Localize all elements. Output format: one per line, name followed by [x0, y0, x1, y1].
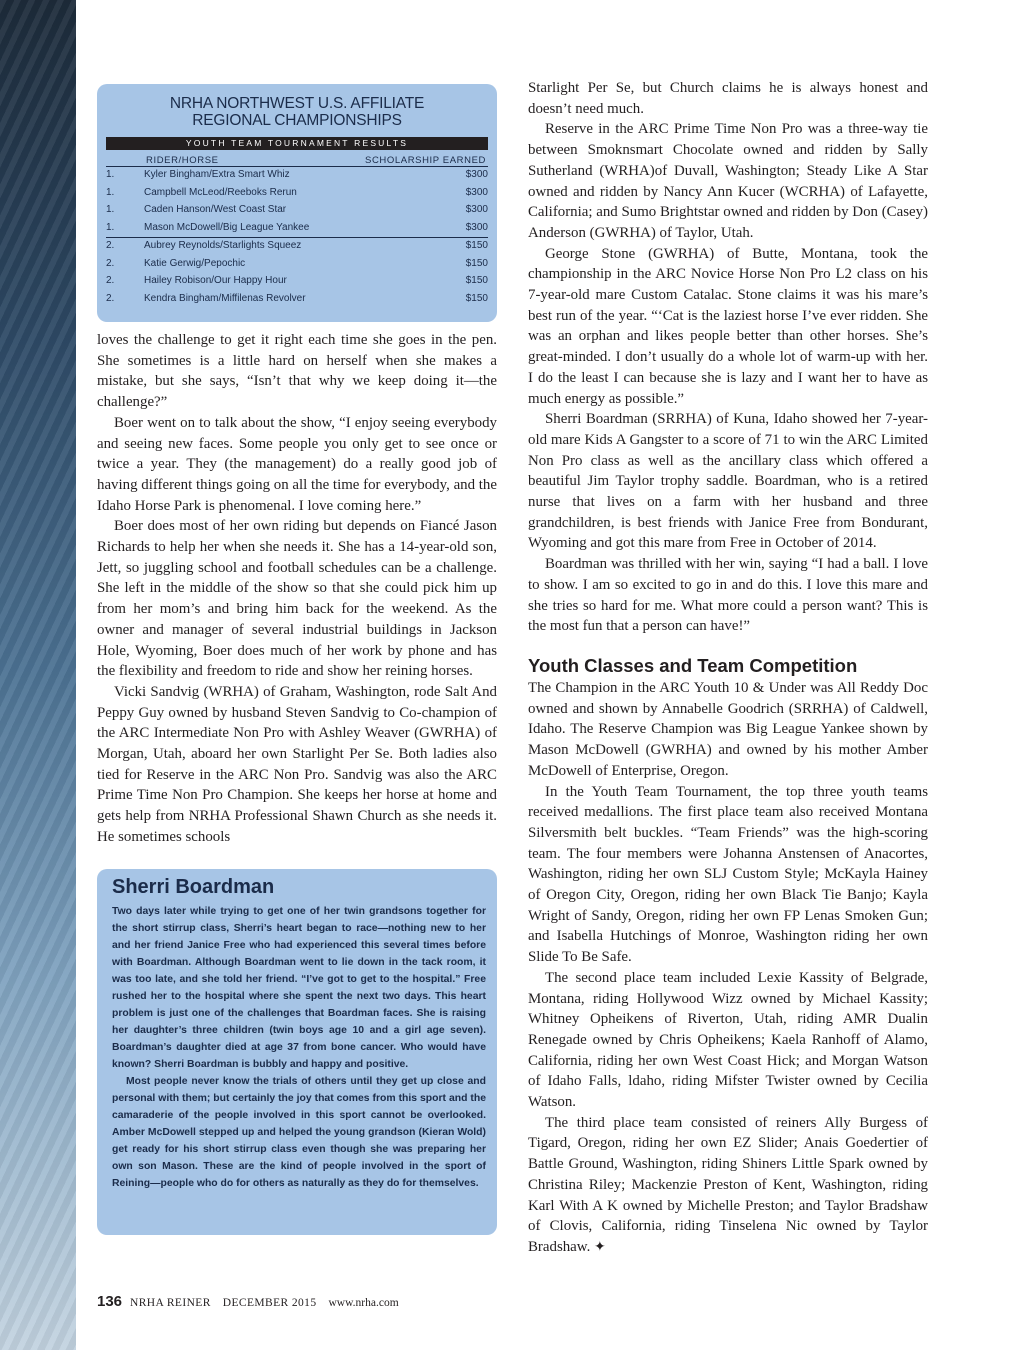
left-article-text — [97, 330, 497, 848]
results-row — [106, 220, 488, 238]
results-amount: $300 — [465, 204, 488, 216]
article-paragraph: Vicki Sandvig (WRHA) of Graham, Washington, rode Salt And Peppy Guy owned by husband Steven Sandvig to Co-champion of the ARC Intermediate Non Pro with Ashley Weaver (GWRHA) of Morgan, Utah, aboard her own Starlight Per Se. Both ladies also tied for Reserve in the ARC Non Pro. Sandvig was also the ARC Prime Time Non Pro Champion. She keeps her horse at home and gets help from NRHA Professional Shawn Church as she needs it. He sometimes schools — [97, 683, 497, 845]
page-number: 136 — [97, 1293, 123, 1310]
results-title-line-1: NRHA NORTHWEST U.S. AFFILIATE — [169, 95, 425, 112]
article-paragraph: Boer does most of her own riding but depends on Fiancé Jason Richards to help her when she needs it. She has a 14-year-old son, Jett, so juggling school and football schedules can be a challenge. She left in the middle of the show so that she could pick him up from her mom’s and bring him back for the weekend. As the owner and manager of several industrial buildings in Jackson Hole, Wyoming, Boer does much of her work by phone and has the flexibility and freedom to ride and show her reining horses. — [97, 518, 497, 680]
results-title — [106, 95, 488, 129]
article-text: The third place team consisted of reiners Ally Burgess of Tigard, Oregon, riding her own EZ Slider; Anais Goedertier of Battle Ground, Washington, riding Shiners Little Spark owned by Christina Riley; Mackenzie Preston of Kent, Washington, riding Karl With A K owned by Michelle Preston; and Taylor Bradshaw of Clovis, California, riding Tinselena Nic owned by Taylor Bradshaw. — [528, 1114, 928, 1255]
section-heading: Youth Classes and Team Competition — [528, 654, 858, 676]
website-link[interactable]: www.nrha.com — [328, 1297, 399, 1309]
results-amount: $150 — [465, 239, 488, 251]
results-title-line-2: REGIONAL CHAMPIONSHIPS — [192, 112, 402, 129]
sidebar-paragraph: Most people never know the trials of others until they get up close and personal with them; but certainly the joy that comes from this sport and the camaraderie of the people involved in this sport cannot be overlooked. Amber McDowell stepped up and helped the young grandson (Kieran Wold) get ready for his short stirrup class even though she was preparing her own son Mason. These are the kind of people involved in the sport of Reining—people who do for others as naturally as they do for themselves. — [112, 1075, 486, 1189]
results-amount: $300 — [465, 186, 488, 198]
results-amount: $150 — [465, 275, 488, 287]
results-rider-horse: Caden Hanson/West Coast Star — [144, 204, 287, 216]
results-place: 1. — [106, 169, 115, 180]
results-rider-horse: Katie Gerwig/Pepochic — [144, 257, 246, 269]
left-column — [97, 84, 497, 1235]
results-place: 2. — [106, 292, 115, 304]
sidebar-title: Sherri Boardman — [112, 875, 275, 898]
end-mark-icon: ✦ — [594, 1239, 606, 1255]
results-header-scholarship: SCHOLARSHIP EARNED — [365, 155, 486, 166]
article-paragraph: The second place team included Lexie Kassity of Belgrade, Montana, riding Hollywood Wizz owned by Michael Kassity; Whitney Opheikens of Riverton, Utah, riding AMR Dualin Renegade owned by Chris Opheikens; Kaela Ranhoff of Alamo, California, riding her own West Coast Hick; and Morgan Watson of Idaho Falls, ldaho, riding Mifster Twister owned by Cecilia Watson. — [528, 969, 928, 1111]
decorative-side-strip — [0, 0, 76, 1350]
results-rows — [106, 167, 488, 309]
results-place: 1. — [106, 222, 115, 234]
results-row — [106, 167, 488, 185]
results-rider-horse: Kyler Bingham/Extra Smart Whiz — [144, 169, 290, 180]
results-row — [106, 202, 488, 220]
results-header-rider: RIDER/HORSE — [146, 155, 219, 166]
right-column — [528, 78, 928, 1259]
results-row — [106, 273, 488, 291]
article-paragraph: Sherri Boardman (SRRHA) of Kuna, Idaho showed her 7-year-old mare Kids A Gangster to a score of 71 to win the ARC Limited Non Pro class as well as the ancillary class which offered a beautiful Jim Taylor trophy saddle. Boardman, who is a retired nurse that lives on a farm with her husband and three grandchildren, is best friends with Janice Free from Bondurant, Wyoming and got this mare from Free in October of 2014. — [528, 411, 928, 552]
results-place: 1. — [106, 204, 115, 216]
results-box — [97, 84, 497, 322]
results-place: 2. — [106, 275, 115, 287]
results-subtitle-bar: YOUTH TEAM TOURNAMENT RESULTS — [106, 137, 488, 150]
sherri-boardman-sidebar — [97, 869, 497, 1235]
results-row — [106, 238, 488, 256]
results-rider-horse: Mason McDowell/Big League Yankee — [144, 222, 310, 234]
results-row — [106, 291, 488, 309]
article-paragraph: Boardman was thrilled with her win, saying “I had a ball. I love to show. I am so excited to go in and do this. I love this mare and she tries so hard for me. What more could a person want? This is the most fun that a person can have!” — [528, 556, 928, 635]
results-rider-horse: Kendra Bingham/Miffilenas Revolver — [144, 292, 306, 304]
results-row — [106, 256, 488, 274]
results-rider-horse: Aubrey Reynolds/Starlights Squeez — [144, 239, 302, 251]
sidebar-paragraph: Two days later while trying to get one of her twin grandsons together for the short stirrup class, Sherri’s heart began to race—nothing new to her and her friend Janice Free who had experienced this several times before with Boardman. Although Boardman went to lie down in the tack room, it was too late, and she told her friend. “I’ve got to get to the hospital.” Free rushed her to the hospital where she spent the next two days. This heart problem is just one of the challenges that Boardman faces. She is raising her daughter’s three children (twin boys age 10 and a girl age seven). Boardman’s daughter died at age 37 from bone cancer. Who would have known? Sherri Boardman is bubbly and happy and positive. — [112, 905, 486, 1070]
results-header-row — [106, 150, 488, 167]
article-paragraph-last — [528, 1113, 928, 1259]
article-paragraph: George Stone (GWRHA) of Butte, Montana, took the championship in the ARC Novice Horse Non Pro L2 class on his 7-year-old mare Custom Catalac. Stone claims it was his mare’s best run of the year. “‘Cat is the laziest horse I’ve ever ridden. She was an orphan and likes people better than other horses. She’s great-minded. I don’t usually do a whole lot of warm-up with her. I do the least I can because she is lazy and I want her to have as much energy as possible.” — [528, 245, 928, 407]
results-amount: $300 — [465, 169, 488, 180]
results-amount: $150 — [465, 257, 488, 269]
article-paragraph: In the Youth Team Tournament, the top three youth teams received medallions. The first place team also received Montana Silversmith belt buckles. “Team Friends” was the high-scoring team. The four members were Johanna Anstensen of Anacortes, Washington, riding her own SLJ Custom Style; McKayla Hainey of Oregon City, Oregon, riding her own Black Tie Banjo; Kayla Wright of Sandy, Oregon, riding her own FP Lenas Smoken Gun; and Isabella Hutchings of Monroe, Washington riding her own Slide To Be Safe. — [528, 783, 928, 966]
magazine-name: NRHA REINER — [130, 1297, 211, 1309]
results-place: 2. — [106, 239, 115, 251]
results-place: 2. — [106, 257, 115, 269]
results-amount: $150 — [465, 292, 488, 304]
article-paragraph: Reserve in the ARC Prime Time Non Pro was a three-way tie between Smoknsmart Chocolate owned and ridden by Sally Sutherland (WRHA)of Duvall, Washington; Steady Like A Star owned and ridden by Nancy Ann Kucer (WCRHA) of Lafayette, California; and Sumo Brightstar owned and ridden by Don (Casey) Anderson (GWRHA) of Taylor, Utah. — [528, 121, 928, 241]
article-paragraph: Boer went on to talk about the show, “I enjoy seeing everybody and seeing new faces. Some people you only get to see once or twice a year. They (the management) do a really good job of having different things going on all the time for everybody, and the Idaho Horse Park is phenomenal. I love coming here.” — [97, 414, 497, 514]
results-place: 1. — [106, 186, 115, 198]
article-paragraph: loves the challenge to get it right each time she goes in the pen. She sometimes is a little hard on herself when she makes a mistake, but she says, “Isn’t that why we keep doing it—the challenge?” — [97, 332, 497, 411]
results-rider-horse: Hailey Robison/Our Happy Hour — [144, 275, 287, 287]
results-amount: $300 — [465, 222, 488, 234]
issue-date: DECEMBER 2015 — [222, 1297, 317, 1309]
results-rider-horse: Campbell McLeod/Reeboks Rerun — [144, 186, 297, 198]
article-paragraph: The Champion in the ARC Youth 10 & Under was All Reddy Doc owned and shown by Annabelle Goodrich (SRRHA) of Caldwell, Idaho. The Reserve Champion was Big League Yankee shown by Mason McDowell (GWRHA) and owned by his mother Amber McDowell of Enterprise, Oregon. — [528, 679, 928, 779]
page-footer — [97, 1293, 399, 1310]
results-row — [106, 185, 488, 203]
article-paragraph: Starlight Per Se, but Church claims he is always honest and doesn’t need much. — [528, 80, 928, 117]
